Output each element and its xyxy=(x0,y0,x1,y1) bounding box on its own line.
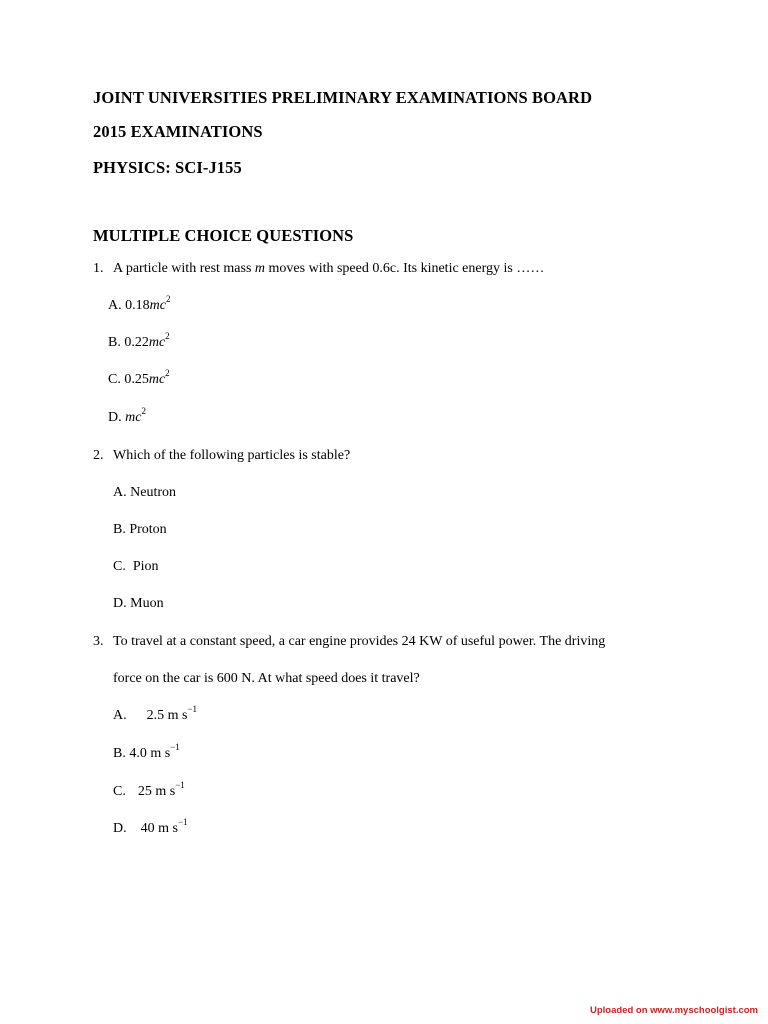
question-number: 2. xyxy=(93,448,104,463)
question-text: moves with speed 0.6c. Its kinetic energy is …… xyxy=(265,261,545,276)
option-value: 2.5 m s xyxy=(146,708,188,723)
option-exponent: −1 xyxy=(170,742,180,753)
question-text: Which of the following particles is stable? xyxy=(113,448,351,463)
option-variable: mc xyxy=(149,298,166,313)
option-value: 25 m s xyxy=(137,784,176,799)
question-number: 3. xyxy=(93,634,104,649)
option-value: Pion xyxy=(132,559,159,574)
option-2d xyxy=(113,595,164,613)
section-title: MULTIPLE CHOICE QUESTIONS xyxy=(93,226,354,245)
option-value: 4.0 m s xyxy=(129,746,171,761)
option-1c xyxy=(108,368,170,389)
option-1a xyxy=(108,294,171,315)
option-value: Neutron xyxy=(130,485,177,500)
option-letter: D. xyxy=(113,821,127,836)
option-2a xyxy=(113,484,176,502)
option-letter: C. xyxy=(113,559,126,574)
option-2b xyxy=(113,521,167,539)
question-3-continued xyxy=(113,670,420,688)
option-letter: C. xyxy=(113,784,126,799)
board-title: JOINT UNIVERSITIES PRELIMINARY EXAMINATIONS BOARD xyxy=(93,88,593,107)
option-letter: A. xyxy=(113,485,127,500)
subject-code: PHYSICS: SCI-J155 xyxy=(93,158,242,177)
option-exponent: 2 xyxy=(165,331,170,342)
option-letter: A. xyxy=(108,298,122,313)
upload-watermark: Uploaded on www.myschoolgist.com xyxy=(589,1005,758,1016)
question-2 xyxy=(93,447,350,465)
option-exponent: 2 xyxy=(165,294,171,305)
option-letter: D. xyxy=(113,596,127,611)
option-exponent: −1 xyxy=(177,817,188,828)
option-2c xyxy=(113,558,159,576)
option-letter: D. xyxy=(108,410,122,425)
option-value: 0.25 xyxy=(124,372,149,387)
option-exponent: 2 xyxy=(165,368,170,379)
question-number: 1. xyxy=(93,261,104,276)
option-value: 0.22 xyxy=(124,335,149,350)
question-1 xyxy=(93,260,544,278)
question-text: A particle with rest mass xyxy=(113,261,255,276)
option-1b xyxy=(108,331,170,352)
option-letter: B. xyxy=(113,746,126,761)
question-3 xyxy=(93,633,605,651)
option-letter: C. xyxy=(108,372,121,387)
option-letter: B. xyxy=(113,522,126,537)
option-letter: A. xyxy=(113,708,127,723)
option-value: Proton xyxy=(129,522,167,537)
option-letter: B. xyxy=(108,335,121,350)
option-variable: mc xyxy=(125,410,142,425)
option-exponent: −1 xyxy=(175,780,185,791)
option-exponent: −1 xyxy=(187,704,198,715)
option-3a xyxy=(113,704,198,725)
exam-year: 2015 EXAMINATIONS xyxy=(93,122,263,141)
variable: m xyxy=(254,261,266,276)
option-3b xyxy=(113,742,180,763)
option-exponent: 2 xyxy=(141,406,146,417)
option-value: 0.18 xyxy=(125,298,150,313)
option-3c xyxy=(113,780,185,801)
option-variable: mc xyxy=(148,372,166,387)
option-variable: mc xyxy=(148,335,166,350)
option-value: Muon xyxy=(130,596,164,611)
option-value: 40 m s xyxy=(140,821,178,836)
question-text: To travel at a constant speed, a car engine provides 24 KW of useful power. The driving xyxy=(113,634,606,649)
option-3d xyxy=(113,817,188,838)
question-text: force on the car is 600 N. At what speed does it travel? xyxy=(113,671,420,686)
option-1d xyxy=(108,406,146,427)
